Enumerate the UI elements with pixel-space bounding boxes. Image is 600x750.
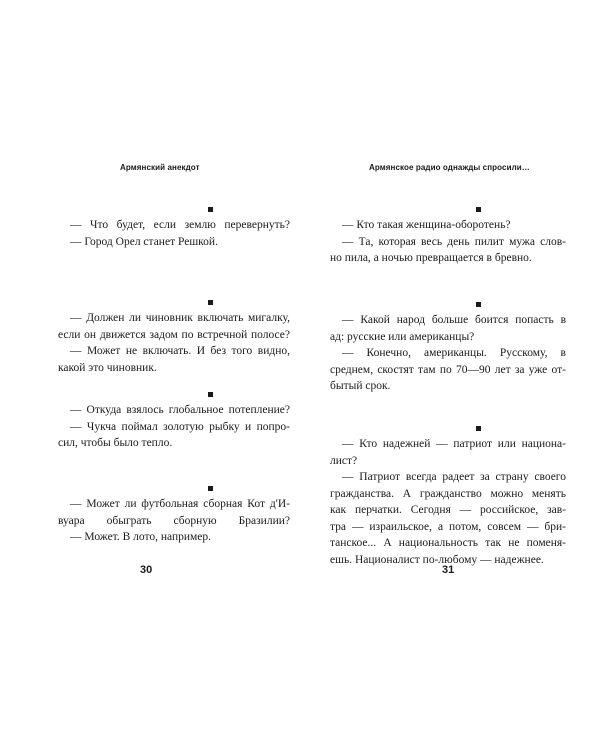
joke-line: но пила, а ночью превращается в бревно. [330, 252, 532, 264]
bullet-icon [208, 392, 213, 397]
joke-line: какой это чиновник. [58, 361, 157, 374]
bullet-icon [476, 207, 481, 212]
joke-line: ешь. Националист по-любому — надежнее. [330, 553, 544, 566]
joke [330, 207, 566, 267]
joke-line: вуара обыграть сборную Бразилии? [58, 514, 290, 527]
joke-line: — Может. В лото, например. [70, 531, 212, 543]
joke-line: сил, чтобы было тепло. [58, 437, 173, 449]
joke [330, 302, 566, 395]
joke [330, 426, 566, 568]
page-number: 31 [442, 564, 455, 576]
joke-line: тра — израильское, а потом, совсем — бри- [330, 520, 566, 533]
joke-line: — Кто надежней — патриот или национа- [342, 438, 566, 450]
joke-line: — Какой народ больше боится попасть в [342, 314, 566, 326]
bullet-icon [208, 486, 213, 491]
running-head: Армянское радио однажды спросили… [369, 163, 530, 172]
joke-line: — Чукча поймал золотую рыбку и попро- [70, 420, 290, 433]
bullet-icon [208, 207, 213, 212]
right-page [300, 0, 600, 750]
joke-line: — Что будет, если землю перевернуть? [70, 219, 290, 231]
bullet-icon [476, 302, 481, 307]
joke [58, 486, 290, 546]
joke-line: — Та, которая весь день пилит мужа слов- [342, 235, 566, 248]
page-number: 30 [140, 564, 153, 576]
joke-line: среднем, скостят там по 70—90 лет за уже от- [330, 363, 566, 376]
joke-line: как перчатки. Сегодня — российское, зав- [330, 504, 566, 516]
joke-line: — Город Орел станет Решкой. [70, 235, 218, 248]
joke-line: — Конечно, американцы. Русскому, в [342, 347, 566, 359]
bullet-icon [476, 426, 481, 431]
joke-line: — Может ли футбольная сборная Кот д'И- [70, 498, 290, 510]
joke [58, 207, 290, 250]
joke-line: — Может не включать. И без того видно, [70, 345, 290, 357]
joke-line: лист? [330, 454, 358, 467]
joke-line: гражданства. А гражданство можно менять [330, 487, 566, 500]
bullet-icon [208, 300, 213, 305]
joke-line: — Кто такая женщина-оборотень? [342, 219, 511, 231]
joke [58, 300, 290, 376]
joke-line: — Патриот всегда радеет за страну своего [342, 471, 566, 483]
joke-line: если он движется задом по встречной полосе? [58, 328, 290, 341]
running-head: Армянский анекдот [120, 163, 200, 172]
joke-line: ад: русские или американцы? [330, 330, 475, 343]
joke [58, 392, 290, 452]
joke-line: танское... А национальность так не поменя- [330, 537, 566, 549]
joke-line: — Должен ли чиновник включать мигалку, [70, 312, 290, 324]
joke-line: бытый срок. [330, 380, 391, 392]
joke-line: — Откуда взялось глобальное потепление? [70, 404, 290, 416]
